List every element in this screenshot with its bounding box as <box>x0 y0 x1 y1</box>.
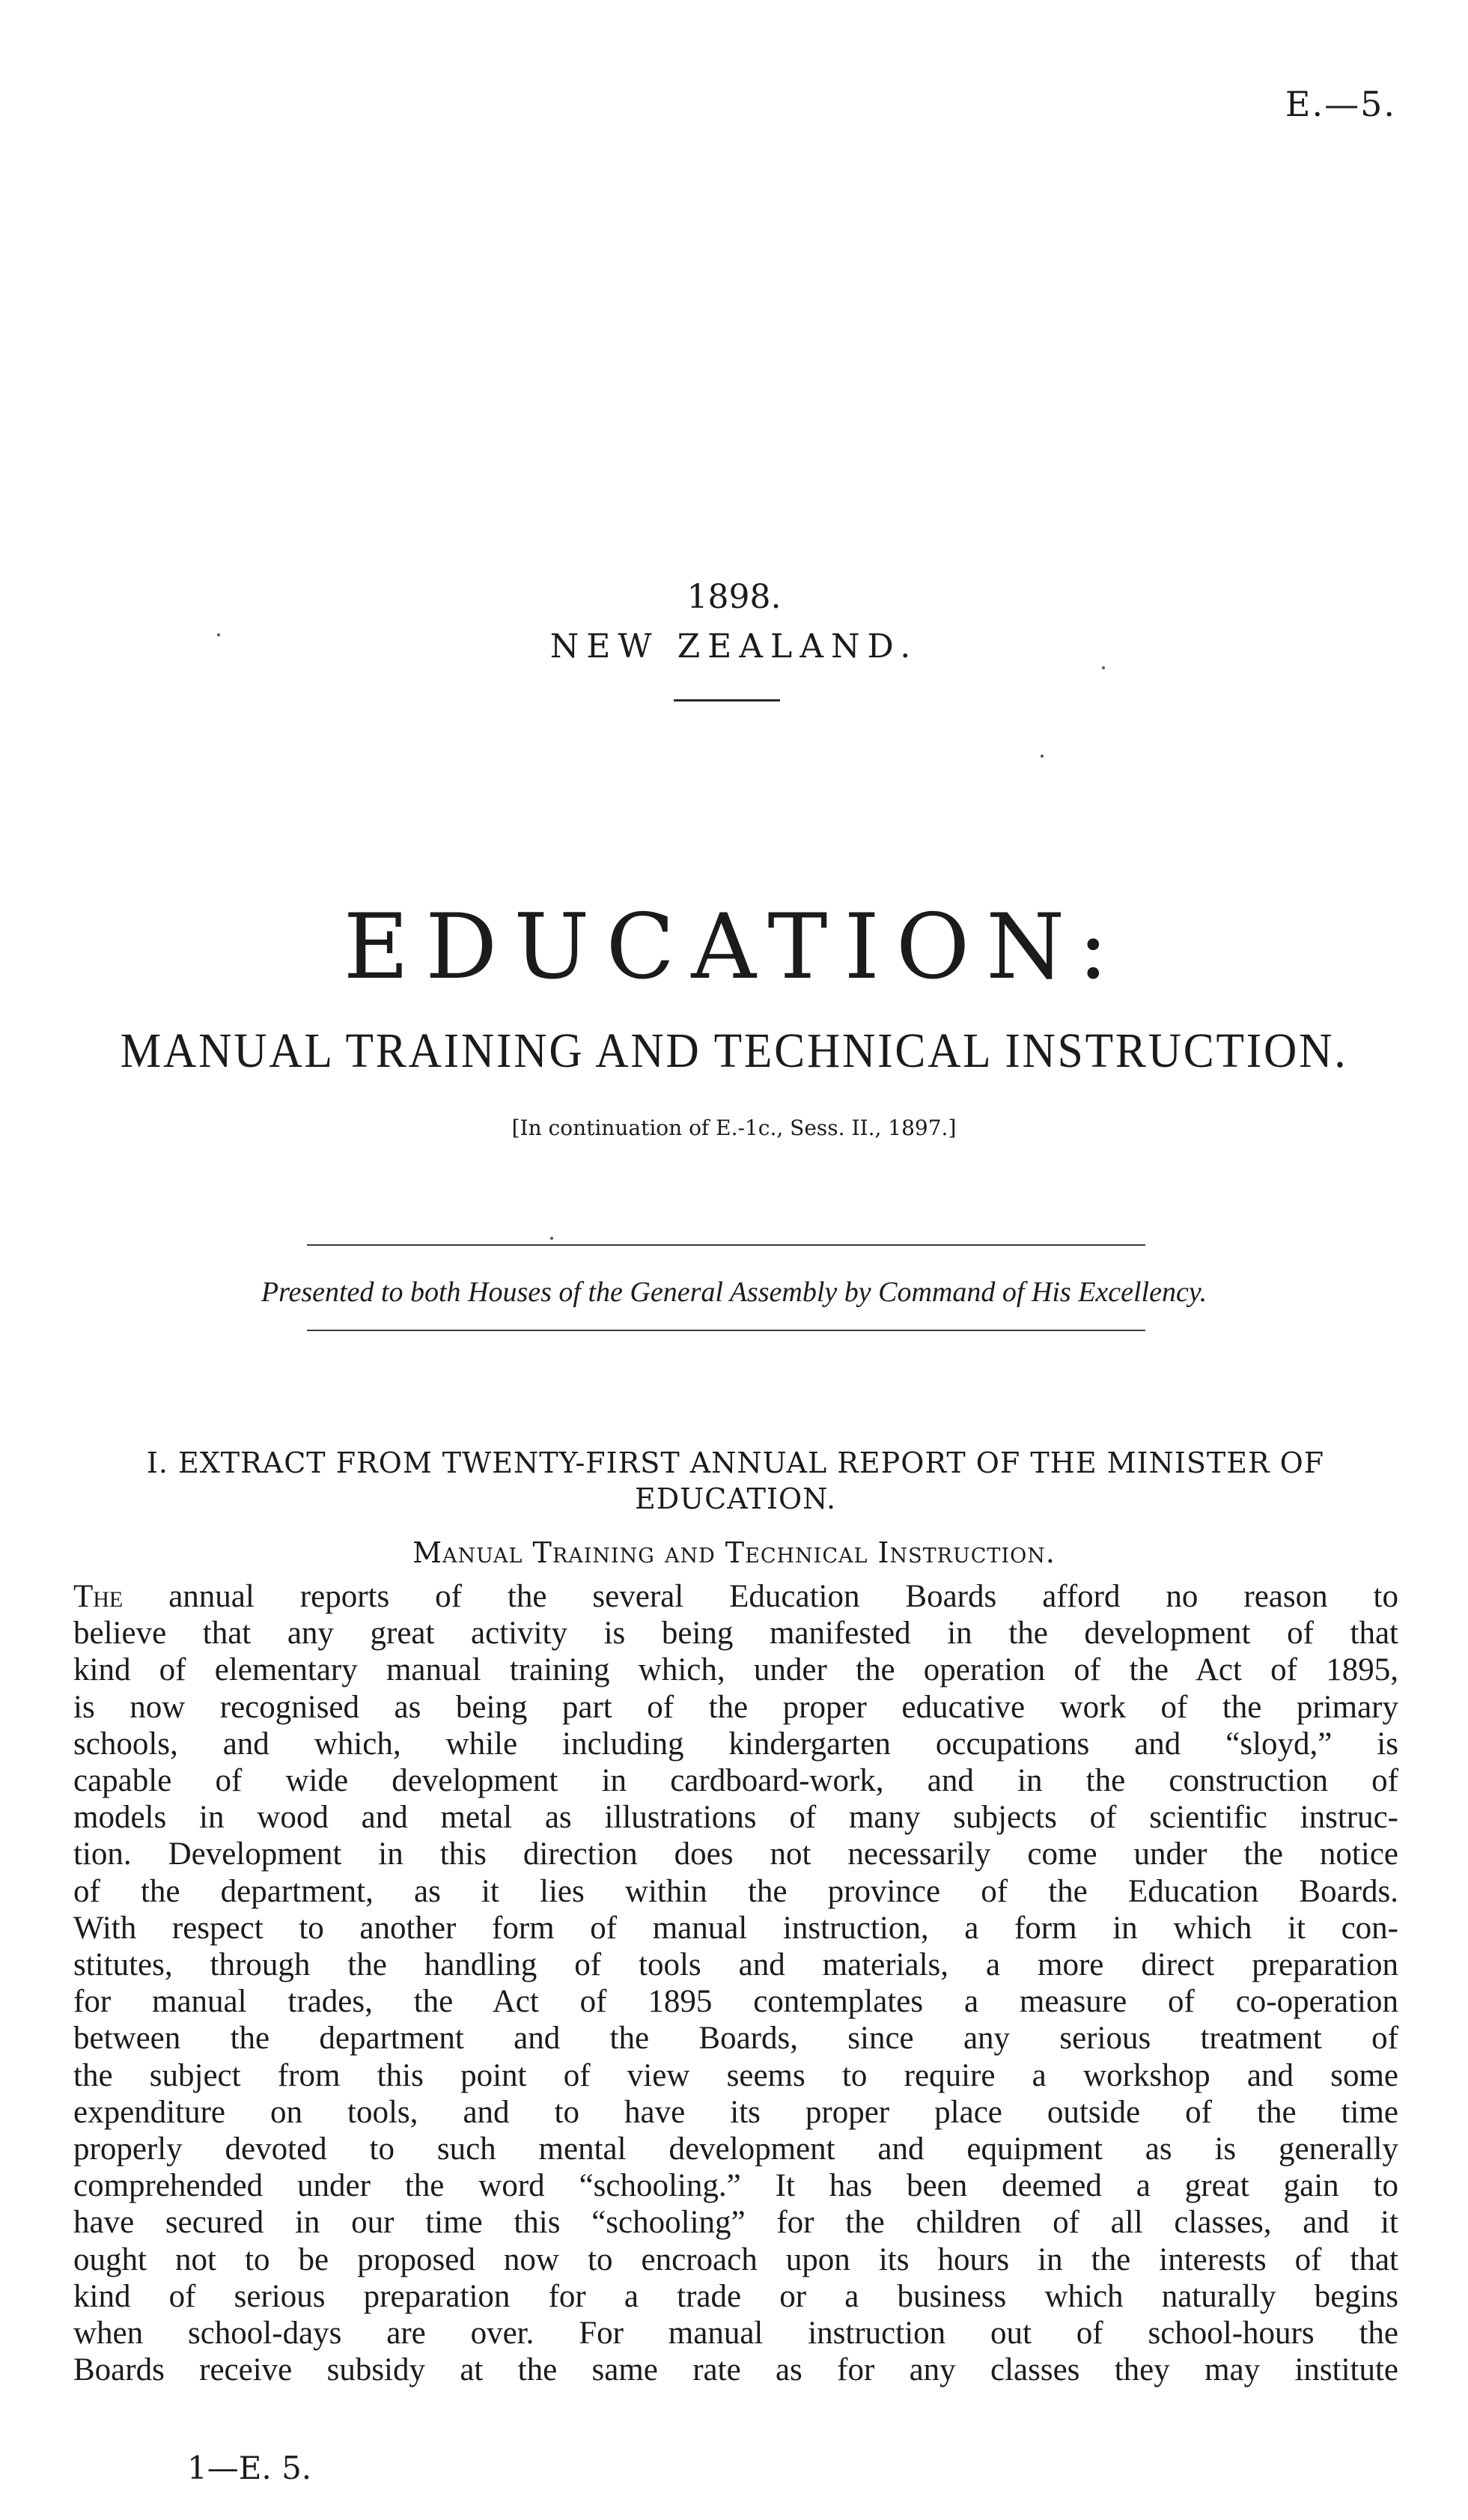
lead-word: The <box>73 1579 124 1614</box>
body-line: have secured in our time this “schooling” for the children of all classes, and it <box>73 2205 1398 2241</box>
body-line: properly devoted to such mental development and equipment as is generally <box>73 2131 1398 2167</box>
body-line: tion. Development in this direction does not necessarily come under the notice <box>73 1836 1398 1872</box>
continuation-note: [In continuation of E.-1c., Sess. II., 1897.] <box>511 1116 957 1140</box>
page-reference: E.—5. <box>1285 84 1396 124</box>
body-line: is now recognised as being part of the proper educative work of the primary <box>73 1689 1398 1725</box>
presented-line: Presented to both Houses of the General Assembly by Command of His Excellency. <box>261 1276 1207 1308</box>
body-line: the subject from this point of view seems to require a workshop and some <box>73 2057 1398 2093</box>
body-line: schools, and which, while including kindergarten occupations and “sloyd,” is <box>73 1726 1398 1762</box>
body-line: of the department, as it lies within the province of the Education Boards. <box>73 1873 1398 1909</box>
body-line: Boards receive subsidy at the same rate as for any classes they may institute <box>73 2352 1398 2388</box>
main-title: EDUCATION: <box>343 895 1125 999</box>
body-line: kind of serious preparation for a trade or a business which naturally begins <box>73 2278 1398 2314</box>
body-line: for manual trades, the Act of 1895 contemplates a measure of co-operation <box>73 1984 1398 2020</box>
section-heading: I. EXTRACT FROM TWENTY-FIRST ANNUAL REPORT OF THE MINISTER OF EDUCATION. <box>146 1446 1325 1515</box>
body-line: stitutes, through the handling of tools and materials, a more direct preparation <box>73 1947 1398 1983</box>
body-paragraph <box>73 1578 1398 2388</box>
body-line: expenditure on tools, and to have its proper place outside of the time <box>73 2094 1398 2130</box>
country-name: NEW ZEALAND. <box>549 627 919 666</box>
body-line: models in wood and metal as illustrations of many subjects of scientific instruc- <box>73 1800 1398 1836</box>
scan-speck <box>217 633 220 636</box>
body-line: believe that any great activity is being manifested in the development of that <box>73 1616 1398 1652</box>
body-line: ought not to be proposed now to encroach upon its hours in the interests of that <box>73 2241 1398 2277</box>
upper-rule <box>307 1244 1145 1246</box>
year: 1898. <box>686 578 782 616</box>
lower-rule <box>307 1330 1145 1331</box>
body-line: comprehended under the word “schooling.” It has been deemed a great gain to <box>73 2168 1398 2204</box>
signature-reference: 1—E. 5. <box>187 2450 312 2486</box>
scan-speck <box>1041 755 1044 758</box>
body-line: when school-days are over. For manual instruction out of school-hours the <box>73 2316 1398 2352</box>
subtitle: MANUAL TRAINING AND TECHNICAL INSTRUCTION. <box>120 1023 1348 1078</box>
section-subheading: Manual Training and Technical Instruction. <box>412 1536 1056 1569</box>
body-line: With respect to another form of manual instruction, a form in which it con- <box>73 1910 1398 1946</box>
scan-speck <box>1102 666 1105 669</box>
scan-speck <box>550 1237 553 1240</box>
body-line: between the department and the Boards, since any serious treatment of <box>73 2021 1398 2057</box>
body-line: capable of wide development in cardboard-work, and in the construction of <box>73 1763 1398 1799</box>
body-line: kind of elementary manual training which, under the operation of the Act of 1895, <box>73 1652 1398 1688</box>
title-divider <box>674 699 780 701</box>
body-line: The annual reports of the several Education Boards afford no reason to <box>73 1579 1398 1614</box>
